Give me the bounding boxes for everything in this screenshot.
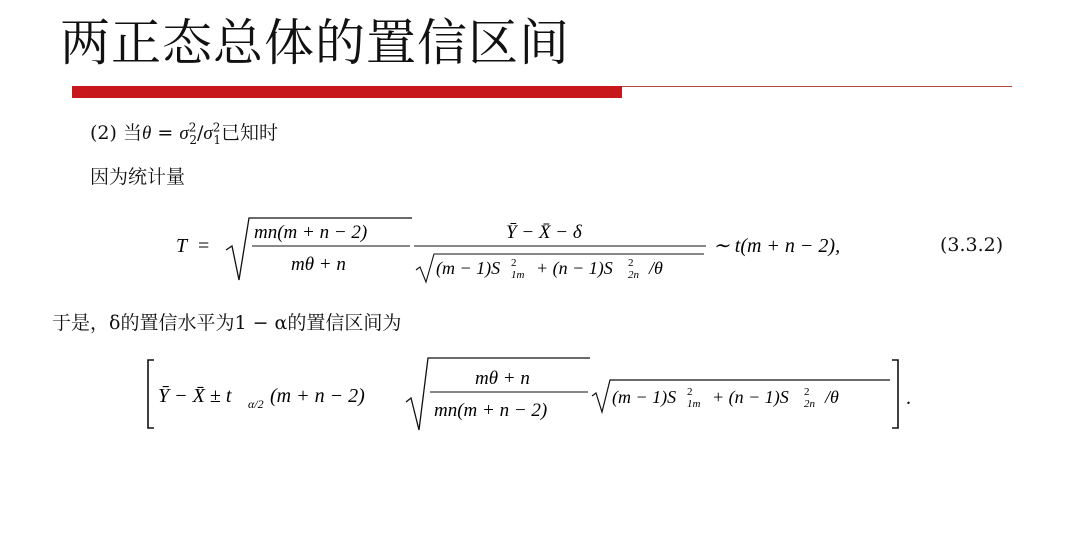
svg-text:mn(m + n − 2): mn(m + n − 2) — [254, 222, 368, 243]
svg-text:/θ: /θ — [649, 258, 663, 278]
svg-text:2: 2 — [628, 257, 634, 269]
svg-text:2: 2 — [687, 386, 693, 398]
svg-text:+ (n − 1)S: + (n − 1)S — [712, 387, 789, 407]
theta-symbol: θ — [141, 123, 152, 144]
svg-text:2n: 2n — [628, 269, 639, 281]
svg-text:2: 2 — [804, 386, 810, 398]
svg-text:mn(m + n − 2): mn(m + n − 2) — [434, 400, 548, 421]
condition-line: (2) 当$\theta = \sigma^2_2/\sigma^2_1$已知时 — [90, 120, 279, 147]
svg-text:α/2: α/2 — [248, 397, 264, 411]
svg-text:1m: 1m — [511, 269, 525, 281]
svg-text:(m − 1)S: (m − 1)S — [612, 387, 677, 407]
t-statistic-equation — [176, 206, 896, 296]
svg-text:mθ + n: mθ + n — [475, 368, 530, 389]
svg-text:=: = — [198, 235, 210, 257]
svg-text:mθ + n: mθ + n — [291, 254, 346, 275]
title-underline-bar — [72, 86, 622, 98]
svg-text:Ȳ − X̄ − δ: Ȳ − X̄ − δ — [506, 222, 582, 243]
equation-number: (3.3.2) — [940, 234, 1004, 256]
confidence-interval-formula — [140, 350, 940, 440]
svg-text:2: 2 — [511, 257, 517, 269]
svg-text:T: T — [176, 235, 188, 257]
svg-text:Ȳ − X̄ ± t: Ȳ − X̄ ± t — [158, 385, 232, 407]
svg-text:+ (n − 1)S: + (n − 1)S — [536, 258, 613, 278]
svg-text:.: . — [906, 387, 911, 409]
svg-text:∼ t(m + n − 2),: ∼ t(m + n − 2), — [713, 235, 841, 257]
svg-text:/θ: /θ — [825, 387, 839, 407]
conclusion-line: 于是，δ的置信水平为1 − α的置信区间为 — [52, 312, 402, 334]
title-underline-thin — [622, 86, 1012, 87]
condition-prefix: (2) 当 — [90, 122, 142, 144]
condition-suffix: 已知时 — [221, 122, 279, 144]
svg-text:2n: 2n — [804, 398, 815, 410]
svg-text:1m: 1m — [687, 398, 701, 410]
svg-text:(m + n − 2): (m + n − 2) — [270, 385, 365, 407]
statistic-intro: 因为统计量 — [90, 166, 186, 188]
page-title: 两正态总体的置信区间 — [60, 14, 570, 72]
svg-text:(m − 1)S: (m − 1)S — [436, 258, 501, 278]
